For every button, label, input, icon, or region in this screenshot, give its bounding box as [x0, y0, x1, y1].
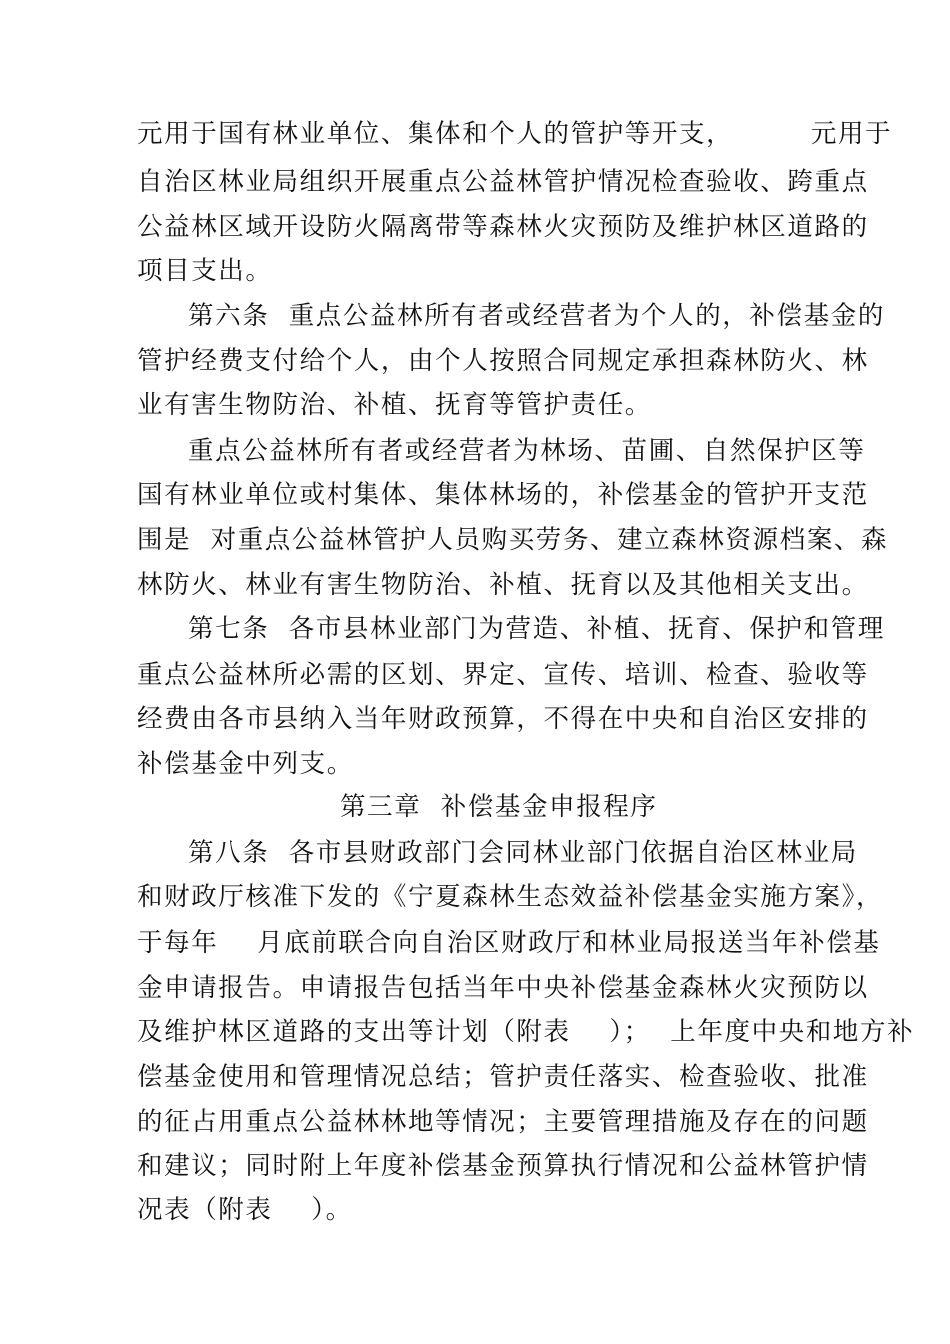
text-line: 林防火、林业有害生物防治、补植、抚育以及其他相关支出。	[137, 570, 869, 600]
text-line: 国有林业单位或村集体、集体林场的，补偿基金的管护开支范	[137, 480, 869, 510]
text-line: 管护经费支付给个人，由个人按照合同规定承担森林防火、林	[137, 346, 869, 376]
text-line: 偿基金使用和管理情况总结；管护责任落实、检查验收、批准	[137, 1062, 869, 1092]
article-8-heading-line: 第八条 各市县财政部门会同林业部门依据自治区林业局	[188, 838, 858, 868]
text-line: 项目支出。	[137, 256, 273, 286]
text-line: 自治区林业局组织开展重点公益林管护情况检查验收、跨重点	[137, 167, 869, 197]
text-line: 和财政厅核准下发的《宁夏森林生态效益补偿基金实施方案》，	[137, 882, 884, 912]
article-6-heading-line: 第六条 重点公益林所有者或经营者为个人的，补偿基金的	[188, 301, 885, 331]
paragraph-start-line: 重点公益林所有者或经营者为林场、苗圃、自然保护区等	[188, 436, 866, 466]
article-7-heading-line: 第七条 各市县林业部门为营造、补植、抚育、保护和管理	[188, 614, 885, 644]
text-line: 围是 对重点公益林管护人员购买劳务、建立森林资源档案、森	[137, 525, 889, 555]
text-line: 的征占用重点公益林林地等情况；主要管理措施及存在的问题	[137, 1107, 869, 1137]
text-line: 于每年 月底前联合向自治区财政厅和林业局报送当年补偿基	[137, 928, 881, 958]
text-line: 及维护林区道路的支出等计划（附表 ）； 上年度中央和地方补	[137, 1017, 915, 1047]
text-line: 况表（附表 ）。	[137, 1195, 353, 1225]
text-line: 和建议；同时附上年度补偿基金预算执行情况和公益林管护情	[137, 1151, 869, 1181]
text-line: 补偿基金中列支。	[137, 749, 354, 779]
chapter-3-heading: 第三章 补偿基金申报程序	[340, 792, 658, 822]
text-line: 经费由各市县纳入当年财政预算，不得在中央和自治区安排的	[137, 704, 869, 734]
text-line: 公益林区域开设防火隔离带等森林火灾预防及维护林区道路的	[137, 212, 869, 242]
text-line: 金申请报告。申请报告包括当年中央补偿基金森林火灾预防以	[137, 973, 869, 1003]
text-line: 元用于国有林业单位、集体和个人的管护等开支， 元用于	[137, 119, 893, 149]
text-line: 业有害生物防治、补植、抚育等管护责任。	[137, 390, 652, 420]
text-line: 重点公益林所必需的区划、界定、宣传、培训、检查、验收等	[137, 660, 869, 690]
